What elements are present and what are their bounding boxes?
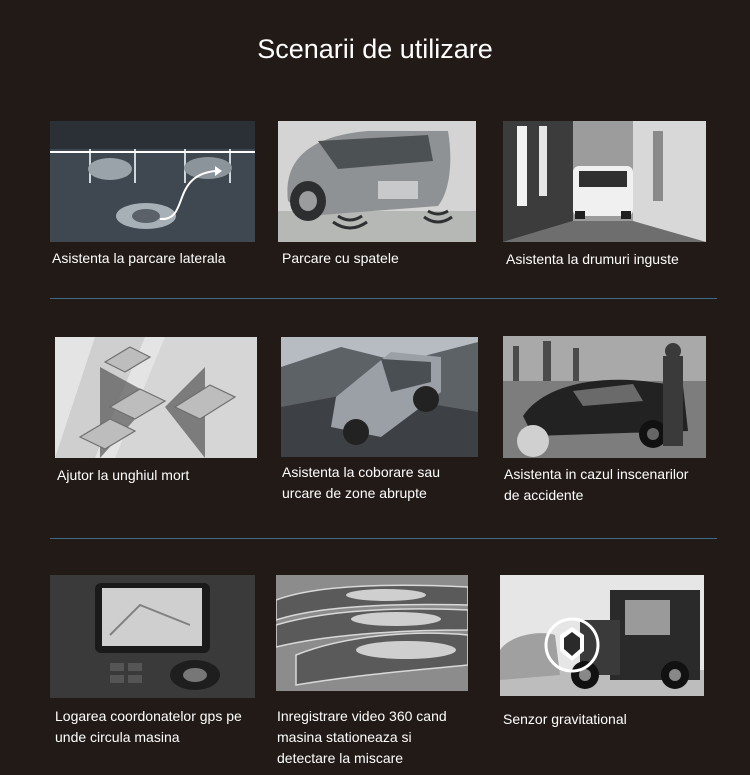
row-divider: [50, 298, 717, 299]
scenario-caption: Inregistrare video 360 cand masina stationeaza si detectare la miscare: [277, 708, 447, 766]
scenario-caption: Asistenta la coborare sau urcare de zone abrupte: [282, 464, 440, 501]
scenario-caption: Asistenta in cazul inscenarilor de accidente: [504, 466, 689, 503]
narrow-road-photo: [503, 121, 706, 242]
page-title: Scenarii de utilizare: [257, 34, 493, 64]
scenario-caption: Logarea coordonatelor gps pe unde circula masina: [55, 708, 242, 745]
steep-slope-photo: [281, 337, 478, 457]
scenario-caption: Senzor gravitational: [503, 711, 627, 727]
gravity-sensor-photo: [500, 575, 704, 696]
scenario-caption: Ajutor la unghiul mort: [57, 467, 190, 483]
scenario-caption: Asistenta la drumuri inguste: [506, 251, 679, 267]
scenario-caption: Parcare cu spatele: [282, 250, 399, 266]
reverse-parking-photo: [278, 121, 476, 242]
row-divider: [50, 538, 717, 539]
gps-navigation-photo: [50, 575, 255, 698]
parked-cars-photo: [276, 575, 468, 691]
side-parking-photo: [50, 121, 255, 242]
accident-scene-photo: [503, 336, 706, 458]
blind-spot-photo: [55, 337, 257, 458]
scenario-caption: Asistenta la parcare laterala: [52, 250, 226, 266]
